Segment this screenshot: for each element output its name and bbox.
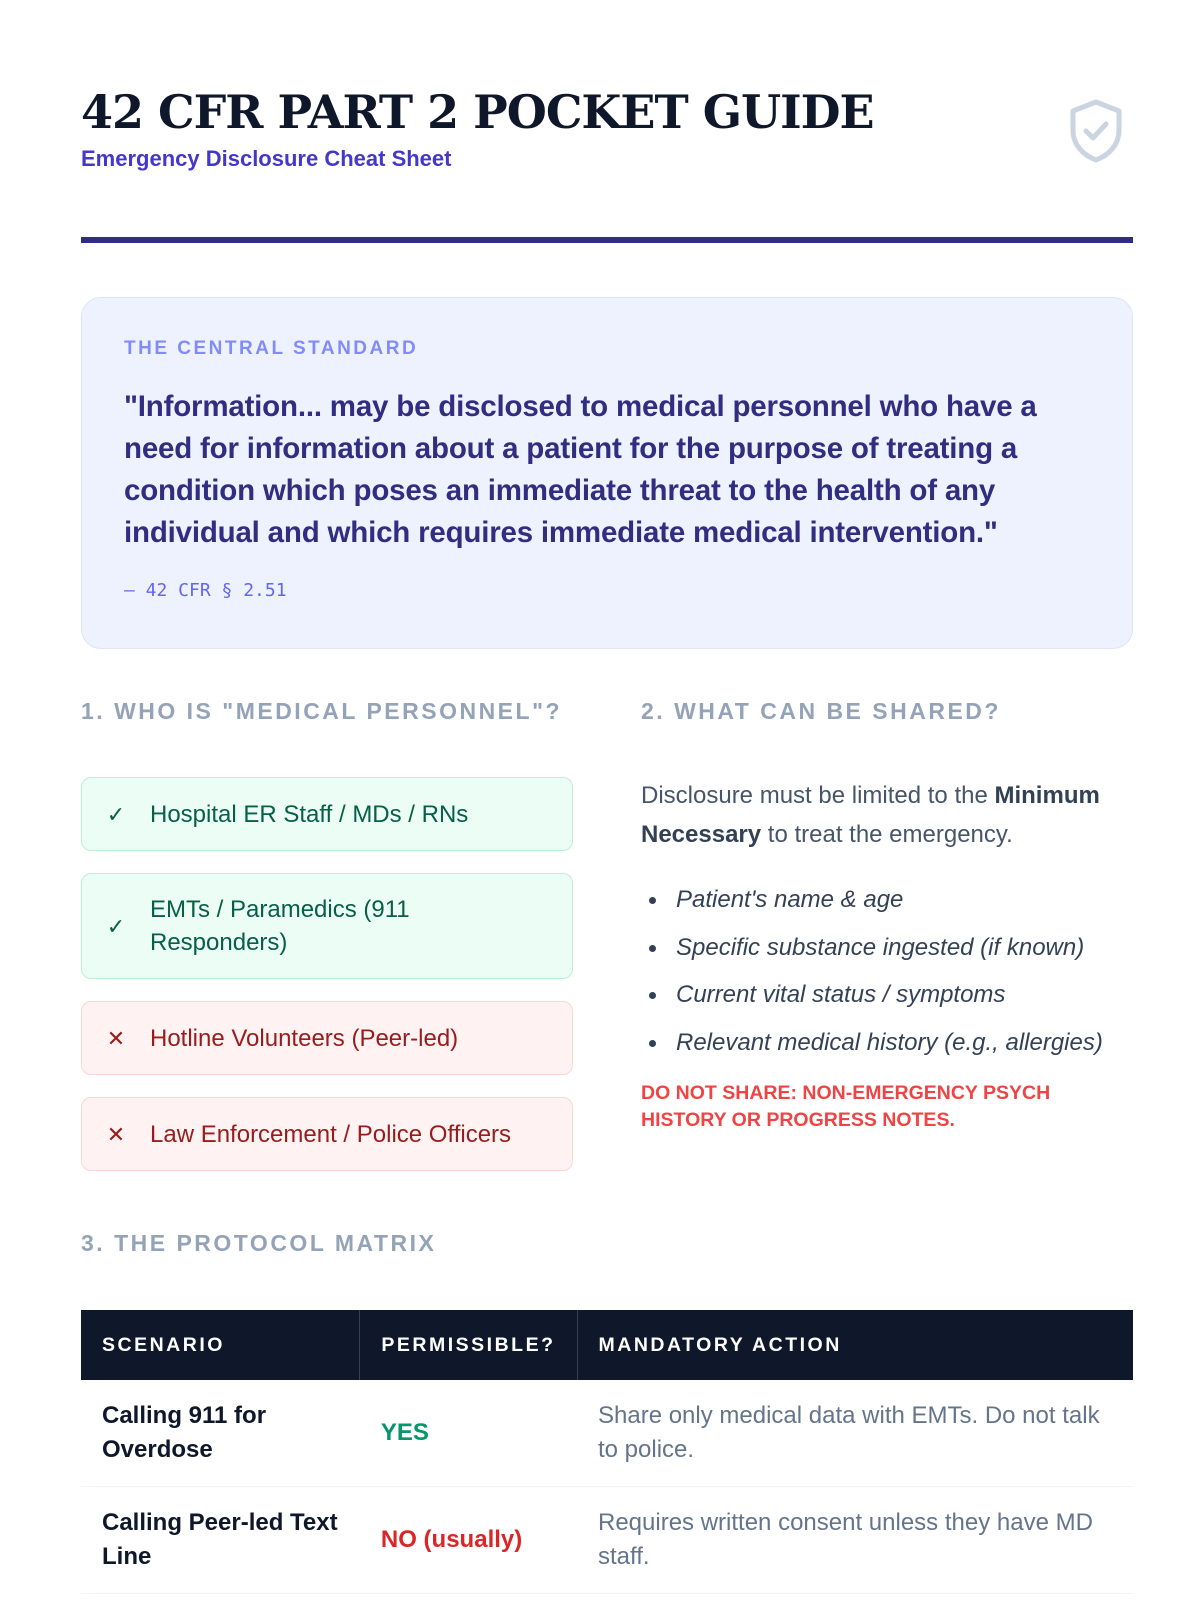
shared-intro: Disclosure must be limited to the Minimum Necessary to treat the emergency.	[641, 782, 1100, 848]
minimum-necessary-emphasis: Minimum Necessary	[641, 782, 1100, 848]
personnel-item-hotline	[81, 1001, 573, 1075]
personnel-item-police	[81, 1097, 573, 1171]
check-icon: ✓	[106, 913, 126, 939]
central-standard-card	[81, 297, 1133, 649]
list-item: Current vital status / symptoms	[641, 971, 1133, 1019]
action-cell: Requires written consent unless they have MD staff.	[577, 1487, 1133, 1594]
list-item: Patient's name & age	[641, 876, 1133, 924]
shield-check-icon	[1067, 98, 1125, 164]
page-title: 42 CFR PART 2 POCKET GUIDE	[81, 85, 874, 139]
central-standard-label: THE CENTRAL STANDARD	[124, 338, 419, 359]
cross-icon: ✕	[106, 1025, 126, 1051]
page-header	[81, 80, 1133, 172]
table-header-row	[81, 1310, 1133, 1380]
section-title-shared: 2. WHAT CAN BE SHARED?	[641, 698, 1001, 724]
column-header-scenario: SCENARIO	[81, 1310, 360, 1380]
list-item: Specific substance ingested (if known)	[641, 924, 1133, 972]
personnel-item-emts	[81, 873, 573, 979]
scenario-cell: Calling 911 for Overdose	[81, 1380, 360, 1487]
shared-items-list	[641, 876, 1133, 1066]
personnel-item-label: Law Enforcement / Police Officers	[150, 1120, 512, 1148]
personnel-item-label: EMTs / Paramedics (911 Responders)	[150, 896, 410, 956]
personnel-list	[81, 777, 573, 1193]
cross-icon: ✕	[106, 1121, 126, 1147]
column-header-permissible: PERMISSIBLE?	[360, 1310, 577, 1380]
section-title-personnel: 1. WHO IS "MEDICAL PERSONNEL"?	[81, 698, 563, 724]
column-header-action: MANDATORY ACTION	[577, 1310, 1133, 1380]
personnel-item-label: Hospital ER Staff / MDs / RNs	[150, 800, 469, 828]
shared-section	[641, 776, 1133, 1134]
page-subtitle: Emergency Disclosure Cheat Sheet	[81, 146, 452, 171]
table-row	[81, 1380, 1133, 1487]
check-icon: ✓	[106, 801, 126, 827]
list-item: Relevant medical history (e.g., allergies)	[641, 1019, 1133, 1067]
table-row	[81, 1487, 1133, 1594]
protocol-matrix-table	[81, 1310, 1133, 1594]
personnel-item-label: Hotline Volunteers (Peer-led)	[150, 1024, 459, 1052]
central-standard-citation: — 42 CFR § 2.51	[124, 580, 287, 601]
permissible-cell: NO (usually)	[360, 1487, 577, 1594]
header-divider	[81, 237, 1133, 243]
central-standard-quote: "Information... may be disclosed to medical personnel who have a need for information about a patient for the purpose of treating a condition which poses an immediate threat to the health of any individual and which requires immediate medical intervention."	[124, 390, 1037, 549]
scenario-cell: Calling Peer-led Text Line	[81, 1487, 360, 1594]
action-cell: Share only medical data with EMTs. Do not talk to police.	[577, 1380, 1133, 1487]
do-not-share-warning: DO NOT SHARE: NON-EMERGENCY PSYCH HISTORY OR PROGRESS NOTES.	[641, 1082, 1051, 1131]
section-title-matrix: 3. THE PROTOCOL MATRIX	[81, 1230, 437, 1256]
personnel-item-er-staff	[81, 777, 573, 851]
permissible-cell: YES	[360, 1380, 577, 1487]
